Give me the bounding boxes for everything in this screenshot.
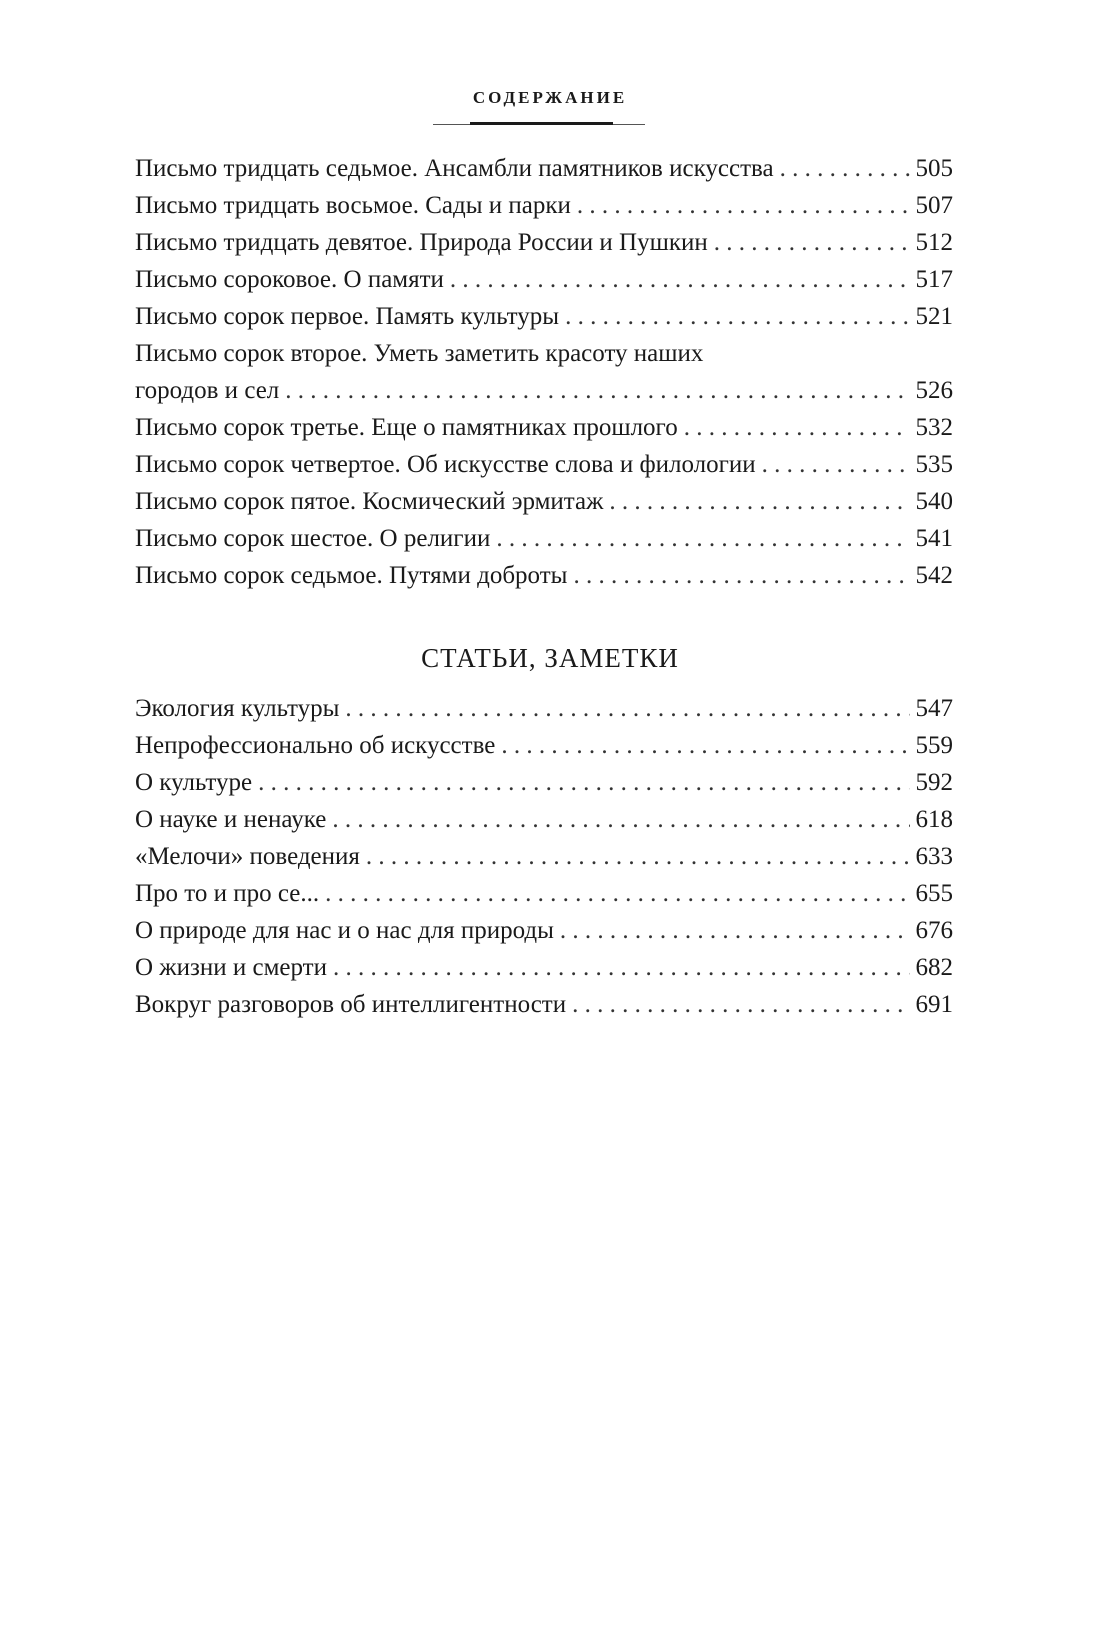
toc-entry-page: 633 [915,843,953,870]
toc-entry[interactable] [135,520,953,557]
leader-dots [577,187,910,224]
toc-entry-page: 547 [915,695,953,722]
toc-entry-title: «Мелочи» поведения [135,843,360,870]
toc-entry-page: 682 [915,954,953,981]
leader-dots [573,557,909,594]
leader-dots [780,150,910,187]
toc-entry[interactable] [135,875,953,912]
toc-entry-title: Письмо сорок пятое. Космический эрмитаж [135,488,604,515]
leader-dots [560,912,910,949]
toc-entry[interactable] [135,949,953,986]
toc-entry-title: Про то и про се... [135,880,320,907]
toc-entry-title: Письмо сорок седьмое. Путями доброты [135,562,568,589]
toc-entry-title: О жизни и смерти [135,954,327,981]
toc-entry-page: 507 [915,192,953,219]
toc-entry[interactable] [135,224,953,261]
leader-dots [496,520,909,557]
toc-entry-page: 542 [915,562,953,589]
leader-dots [572,986,909,1023]
toc-entry-page: 526 [915,377,953,404]
toc-entry[interactable] [135,261,953,298]
toc-entry-title: Письмо тридцать девятое. Природа России и Пушкин [135,229,708,256]
toc-entry-title: О природе для нас и о нас для природы [135,917,554,944]
toc-entry-title-line2-row [135,372,953,409]
toc-entry[interactable] [135,483,953,520]
toc-entry-title: О науке и ненауке [135,806,327,833]
toc-entry-page: 559 [915,732,953,759]
toc-entry-page: 592 [915,769,953,796]
leader-dots [565,298,909,335]
toc-entry-title: Вокруг разговоров об интеллигентности [135,991,567,1018]
header-rule-accent [470,122,613,125]
toc-entry-page: 655 [915,880,953,907]
toc-entry[interactable] [135,838,953,875]
toc-entry-title: О культуре [135,769,253,796]
toc-entry-title: Письмо сорок первое. Память культуры [135,303,560,330]
toc-letters [135,150,953,594]
toc-entry[interactable] [135,298,953,335]
leader-dots [684,409,910,446]
leader-dots [501,727,909,764]
toc-entry[interactable] [135,557,953,594]
toc-entry[interactable] [135,187,953,224]
toc-entry-title: Непрофессионально об искусстве [135,732,496,759]
toc-entry-page: 691 [915,991,953,1018]
leader-dots [332,801,909,838]
toc-entry[interactable] [135,801,953,838]
running-head: СОДЕРЖАНИЕ [472,88,628,107]
leader-dots [325,875,909,912]
toc-entry-page: 532 [915,414,953,441]
toc-entry[interactable] [135,446,953,483]
toc-entry-page: 517 [915,266,953,293]
toc-entry[interactable] [135,690,953,727]
leader-dots [609,483,909,520]
toc-entry-title: Письмо тридцать восьмое. Сады и парки [135,192,571,219]
toc-entry-page: 505 [915,155,953,182]
toc-entry-title-line2: городов и сел [135,377,280,404]
toc-entry-page: 521 [915,303,953,330]
toc-entry-page: 540 [915,488,953,515]
section-heading: СТАТЬИ, ЗАМЕТКИ [421,643,679,673]
leader-dots [285,372,909,409]
toc-entry-page: 535 [915,451,953,478]
leader-dots [366,838,910,875]
toc-entry[interactable] [135,409,953,446]
toc-entry[interactable] [135,727,953,764]
leader-dots [762,446,910,483]
toc-entry-wrapped[interactable] [135,335,953,409]
toc-entry-title: Письмо сорок шестое. О религии [135,525,491,552]
leader-dots [450,261,910,298]
toc-entry-page: 512 [915,229,953,256]
toc-entry-title-line1: Письмо сорок второе. Уметь заметить красоту наших [135,340,704,367]
leader-dots [333,949,910,986]
toc-entry-title: Письмо тридцать седьмое. Ансамбли памятников искусства [135,155,774,182]
toc-entry-title: Письмо сорок третье. Еще о памятниках прошлого [135,414,678,441]
leader-dots [345,690,909,727]
leader-dots [714,224,910,261]
toc-entry-page: 541 [915,525,953,552]
toc-entry-page: 676 [915,917,953,944]
toc-entry-title: Письмо сороковое. О памяти [135,266,444,293]
toc-entry-title: Письмо сорок четвертое. Об искусстве слова и филологии [135,451,756,478]
toc-entry[interactable] [135,764,953,801]
toc-entry-page: 618 [915,806,953,833]
toc-entry[interactable] [135,986,953,1023]
toc-entry[interactable] [135,150,953,187]
leader-dots [258,764,909,801]
toc-entry[interactable] [135,912,953,949]
toc-entry-title: Экология культуры [135,695,340,722]
toc-articles [135,690,953,1023]
